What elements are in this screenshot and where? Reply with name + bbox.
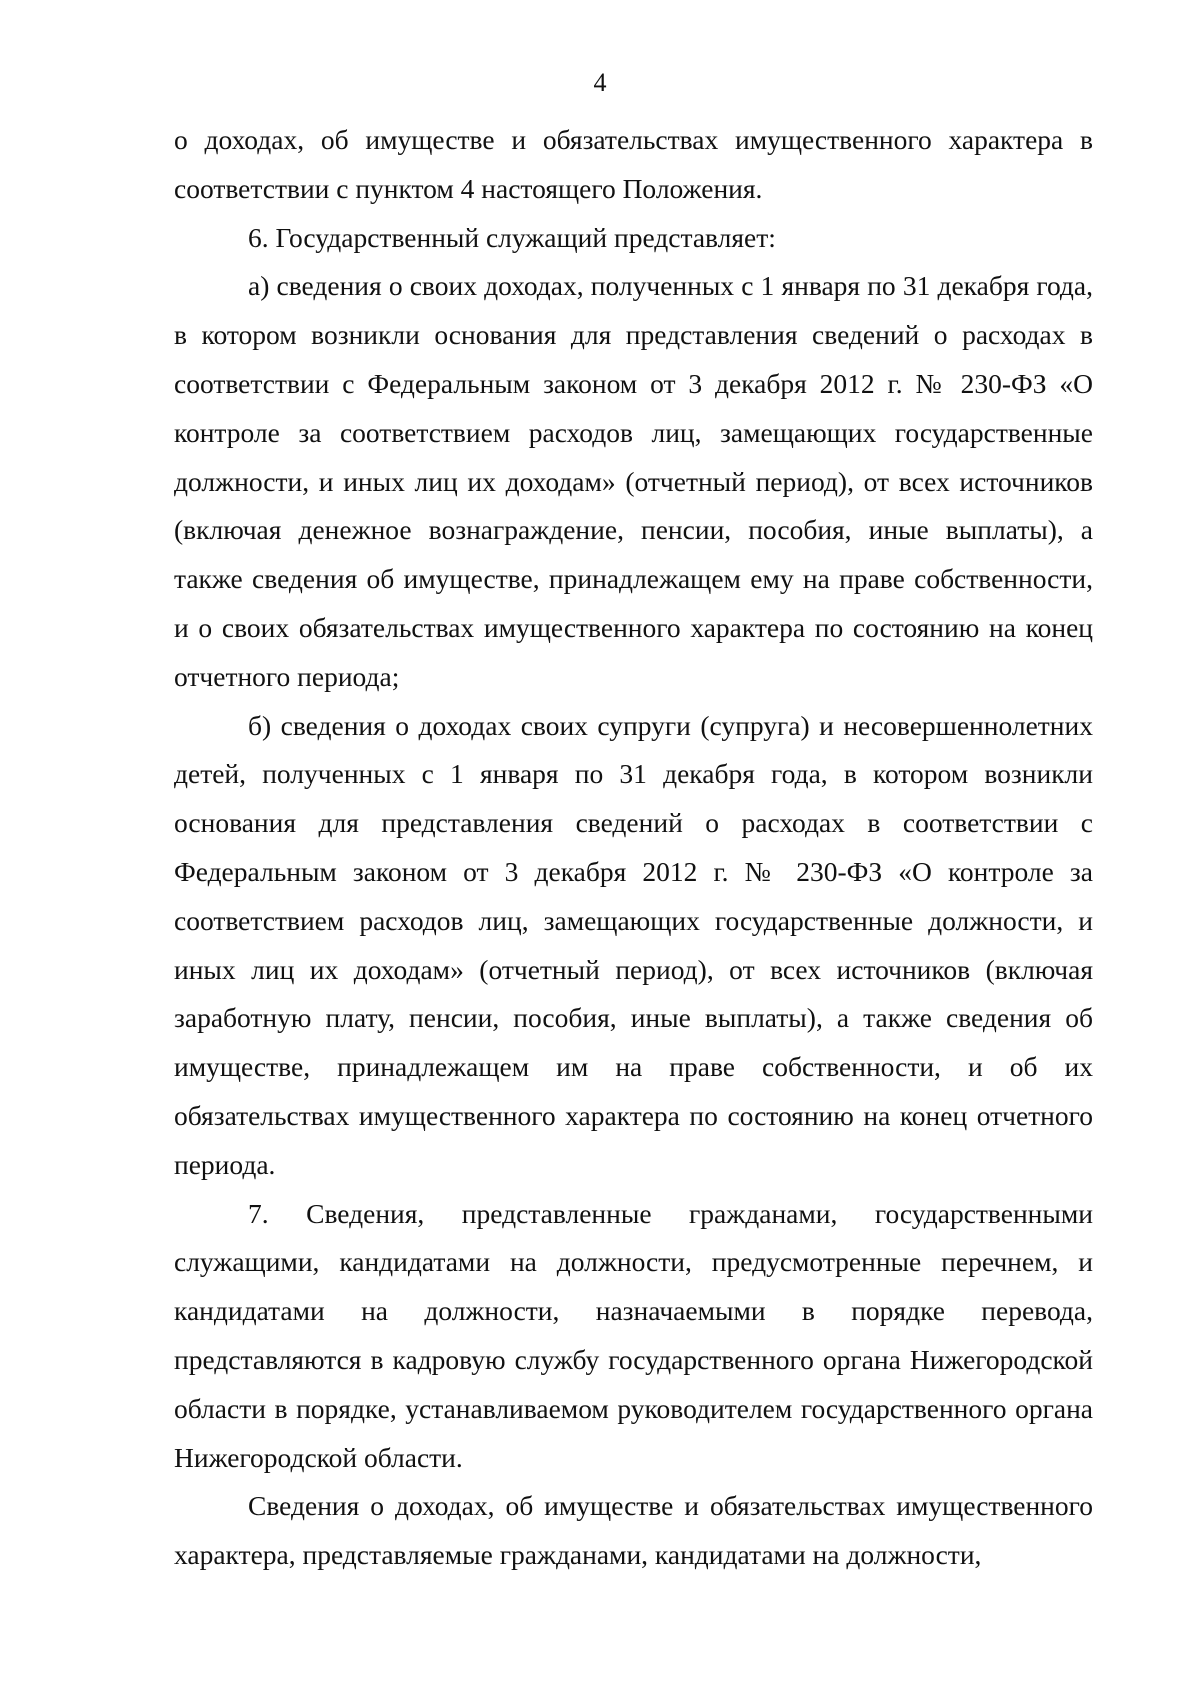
page-number: 4 [593,68,607,97]
paragraph-item-7-continued: Сведения о доходах, об имуществе и обязательствах имущественного характера, представляемые гражданами, кандидатами на должности, [174,1490,1093,1571]
paragraph-item-6: 6. Государственный служащий представляет: [248,221,776,253]
paragraph-subitem-b: б) сведения о доходах своих супруги (супруга) и несовершеннолетних детей, полученных с 1 января по 31 декабря года, в котором возникли основания для представления сведений о расходах в соответствии с Федеральным законом от 3 декабря 2012 г. № 230-ФЗ «О контроле за соответствием расходов лиц, замещающих государственные должности, и иных лиц их доходам» (отчетный период), от всех источников (включая заработную плату, пенсии, пособия, иные выплаты), а также сведения об имуществе, принадлежащем им на праве собственности, и об их обязательствах имущественного характера по состоянию на конец отчетного периода. [174,709,1093,1180]
paragraph-continuation: о доходах, об имуществе и обязательствах имущественного характера в соответствии с пунктом 4 настоящего Положения. [174,124,1093,204]
paragraph-item-7: 7. Сведения, представленные гражданами, государственными служащими, кандидатами на должности, предусмотренные перечнем, и кандидатами на должности, назначаемыми в порядке перевода, представляются в кадровую службу государственного органа Нижегородской области в порядке, устанавливаемом руководителем государственного органа Нижегородской области. [174,1197,1093,1473]
document-body [174,116,1093,1580]
paragraph-subitem-a: а) сведения о своих доходах, полученных с 1 января по 31 декабря года, в котором возникли основания для представления сведений о расходах в соответствии с Федеральным законом от 3 декабря 2012 г. № 230-ФЗ «О контроле за соответствием расходов лиц, замещающих государственные должности, и иных лиц их доходам» (отчетный период), от всех источников (включая денежное вознаграждение, пенсии, пособия, иные выплаты), а также сведения об имуществе, принадлежащем ему на праве собственности, и о своих обязательствах имущественного характера по состоянию на конец отчетного периода; [174,270,1093,692]
